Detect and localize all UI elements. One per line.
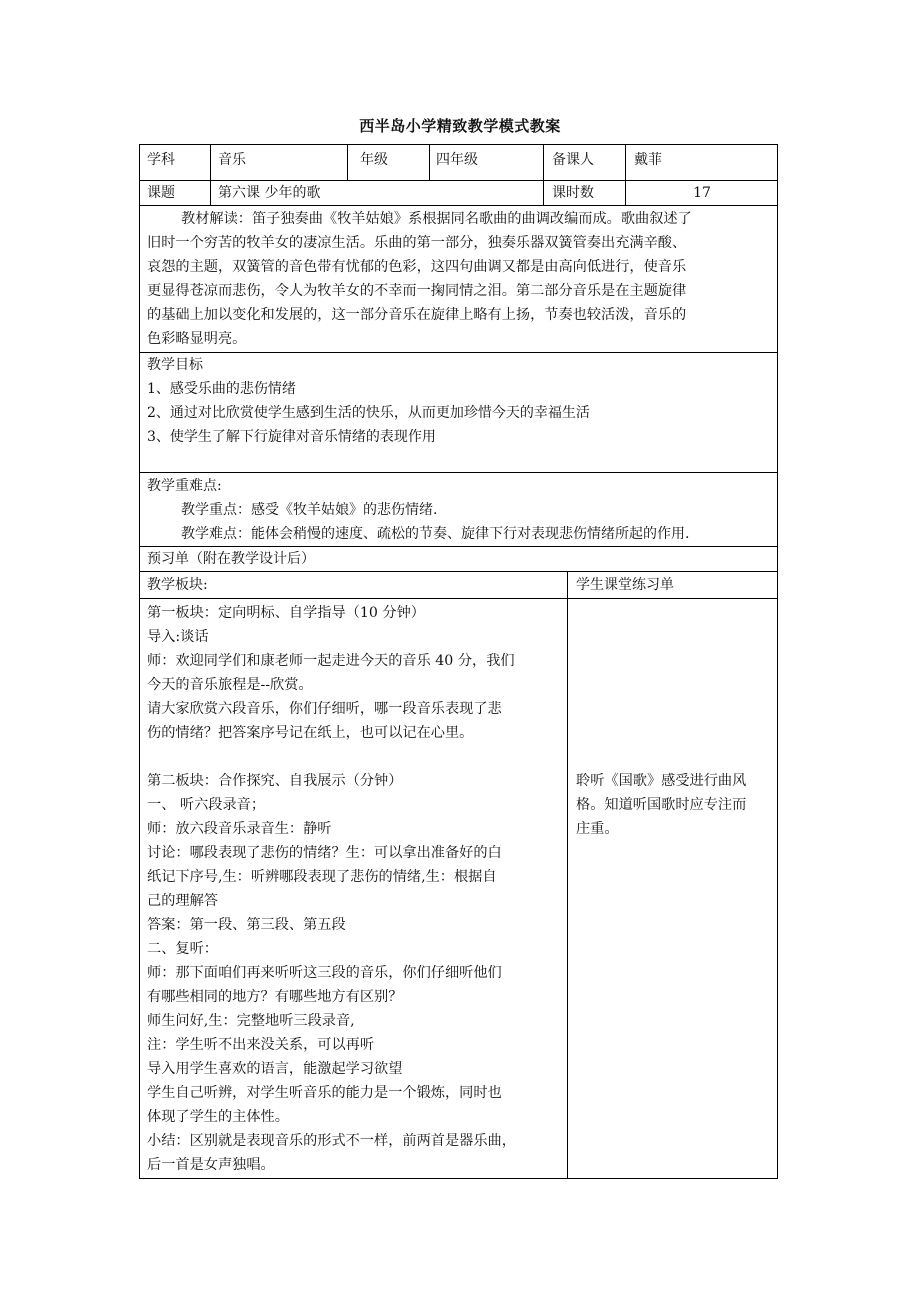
topic-label: 课题 (147, 185, 175, 201)
exercise-line: 聆听《国歌》感受进行曲风 (576, 773, 747, 789)
row-divider (139, 571, 778, 572)
teacher-value: 戴菲 (634, 152, 662, 168)
body-line: 注：学生听不出来没关系，可以再听 (147, 1037, 375, 1053)
body-line: 学生自己听辨，对学生听音乐的能力是一个锻炼，同时也 (147, 1085, 502, 1101)
body-line: 有哪些相同的地方？有哪些地方有区别？ (147, 989, 403, 1005)
row-divider (139, 598, 778, 599)
col-divider (429, 144, 430, 180)
teacher-label: 备课人 (552, 152, 594, 168)
teaching-module-body (147, 601, 516, 1177)
body-line: 导入用学生喜欢的语言，能激起学习欲望 (147, 1061, 403, 1077)
col-divider (543, 144, 544, 206)
material-line: 的基础上加以变化和发展的，这一部分音乐在旋律上略有上扬，节奏也较活泼，音乐的 (147, 307, 687, 323)
subject-value: 音乐 (218, 152, 246, 168)
material-line: 教材解读：笛子独奏曲《牧羊姑娘》系根据同名歌曲的曲调改编而成。歌曲叙述了 (181, 211, 692, 227)
body-line: 请大家欣赏六段音乐，你们仔细听，哪一段音乐表现了悲 (147, 701, 502, 717)
row-divider (139, 472, 778, 473)
body-line: 师：那下面咱们再来听听这三段的音乐，你们仔细听他们 (147, 965, 502, 981)
body-line: 伤的情绪？把答案序号记在纸上，也可以记在心里。 (147, 725, 474, 741)
objective-item: 2、通过对比欣赏使学生感到生活的快乐，从而更加珍惜今天的幸福生活 (147, 405, 590, 421)
grade-value: 四年级 (436, 152, 478, 168)
body-line: 导入:谈话 (147, 629, 209, 645)
teaching-module-header: 教学板块: (147, 577, 208, 593)
key-point-focus: 教学重点：感受《牧羊姑娘》的悲伤情绪. (181, 502, 438, 518)
body-line: 师：欢迎同学们和康老师一起走进今天的音乐 40 分，我们 (147, 653, 515, 669)
body-line: 今天的音乐旅程是--欣赏。 (147, 677, 313, 693)
material-line: 色彩略显明亮。 (147, 331, 247, 347)
body-line: 体现了学生的主体性。 (147, 1109, 289, 1125)
body-line: 二、复听： (147, 941, 218, 957)
body-line: 纸记下序号,生：听辨哪段表现了悲伤的情绪,生：根据自 (147, 869, 497, 885)
body-line: 师生问好,生：完整地听三段录音, (147, 1013, 355, 1029)
grade-label: 年级 (360, 152, 388, 168)
hours-value: 17 (693, 185, 711, 201)
objective-item: 3、使学生了解下行旋律对音乐情绪的表现作用 (147, 429, 436, 445)
preview-note: 预习单（附在教学设计后） (147, 551, 315, 567)
topic-value: 第六课 少年的歌 (218, 185, 321, 201)
body-line: 第一板块：定向明标、自学指导（10 分钟） (147, 605, 425, 621)
row-divider (139, 352, 778, 353)
key-points-heading: 教学重难点: (147, 478, 222, 494)
exercise-line: 庄重。 (576, 821, 619, 837)
page-title: 西半岛小学精致教学模式教案 (359, 117, 561, 135)
exercise-sheet-header: 学生课堂练习单 (576, 577, 674, 593)
exercise-sheet-body (576, 769, 746, 841)
material-analysis (147, 207, 692, 351)
objective-item: 1、感受乐曲的悲伤情绪 (147, 381, 296, 397)
body-line (147, 745, 516, 769)
hours-label: 课时数 (552, 185, 594, 201)
col-divider (347, 144, 348, 180)
col-divider (567, 571, 568, 1179)
key-point-difficulty: 教学难点：能体会稍慢的速度、疏松的节奏、旋律下行对表现悲伤情绪所起的作用. (181, 526, 690, 542)
exercise-line: 格。知道听国歌时应专注而 (576, 797, 747, 813)
body-line: 小结：区别就是表现音乐的形式不一样，前两首是器乐曲， (147, 1133, 516, 1149)
material-line: 哀怨的主题，双簧管的音色带有忧郁的色彩，这四句曲调又都是由高向低进行，使音乐 (147, 259, 687, 275)
material-line: 更显得苍凉而悲伤，令人为牧羊女的不幸而一掬同情之泪。第二部分音乐是在主题旋律 (147, 283, 687, 299)
body-line: 师：放六段音乐录音生：静听 (147, 821, 332, 837)
row-divider (139, 205, 778, 206)
body-line: 答案：第一段、第三段、第五段 (147, 917, 346, 933)
objectives-heading: 教学目标 (147, 357, 203, 373)
material-line: 旧时一个穷苦的牧羊女的凄凉生活。乐曲的第一部分，独奏乐器双簧管奏出充满辛酸、 (147, 235, 687, 251)
body-line: 讨论：哪段表现了悲伤的情绪？生：可以拿出准备好的白 (147, 845, 502, 861)
body-line: 后一首是女声独唱。 (147, 1157, 275, 1173)
body-line: 第二板块：合作探究、自我展示（分钟） (147, 773, 403, 789)
col-divider (210, 144, 211, 206)
subject-label: 学科 (147, 152, 175, 168)
body-line: 己的理解答 (147, 893, 218, 909)
body-line: 一、 听六段录音； (147, 797, 266, 813)
